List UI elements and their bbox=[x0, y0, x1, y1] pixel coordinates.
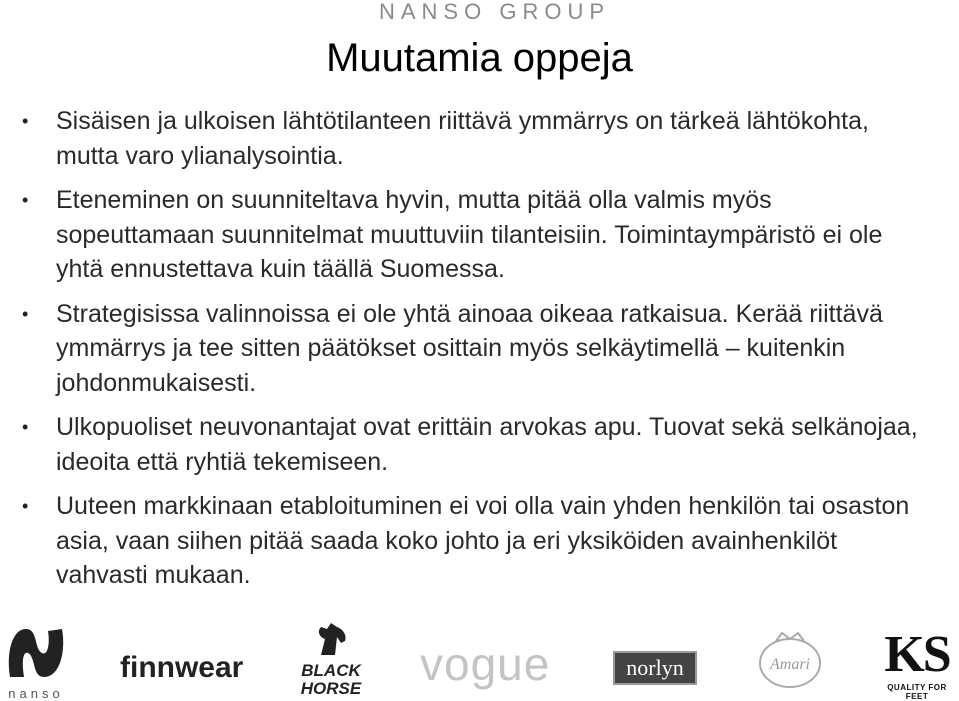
nanso-mark-icon bbox=[4, 623, 68, 683]
vogue-logo: vogue bbox=[420, 638, 551, 690]
bullet-dot-icon: • bbox=[22, 417, 29, 437]
bullet-item bbox=[20, 297, 935, 401]
bullet-item bbox=[20, 489, 935, 593]
bullet-text: Sisäisen ja ulkoisen lähtötilanteen riittävä ymmärrys on tärkeä lähtökohta, mutta varo ylianalysointia. bbox=[56, 107, 869, 170]
ks-logo bbox=[878, 627, 956, 701]
horse-head-icon bbox=[311, 621, 351, 657]
norlyn-wordmark: norlyn bbox=[626, 655, 684, 680]
bullet-dot-icon: • bbox=[22, 303, 29, 324]
bullet-item bbox=[20, 104, 935, 173]
bullet-dot-icon: • bbox=[22, 111, 29, 131]
bullet-item bbox=[20, 410, 935, 479]
ks-tagline: QUALITY FOR FEET bbox=[887, 683, 947, 701]
amari-crest-icon bbox=[752, 629, 828, 693]
amari-wordmark: Amari bbox=[770, 656, 810, 673]
bullet-text: Uuteen markkinaan etabloituminen ei voi olla vain yhden henkilön tai osaston asia, vaan siihen pitää saada koko johto ja eri yksiköiden avainhenkilöt vahvasti mukaan. bbox=[56, 492, 910, 589]
slide-title: Muutamia oppeja bbox=[326, 36, 633, 80]
amari-logo bbox=[752, 629, 828, 693]
bullet-item bbox=[20, 183, 935, 287]
norlyn-logo bbox=[613, 651, 697, 685]
black-horse-logo bbox=[300, 621, 362, 699]
brand-header: NANSO GROUP bbox=[378, 0, 611, 24]
logo-bar bbox=[0, 615, 959, 701]
nanso-logo bbox=[4, 623, 68, 699]
black-horse-line1: BLACK bbox=[301, 661, 361, 680]
bullet-text: Strategisissa valinnoissa ei ole yhtä ainoaa oikeaa ratkaisua. Kerää riittävä ymmärrys ja tee sitten päätökset osittain myös selkäytimellä – kuitenkin johdonmukaisesti. bbox=[56, 299, 883, 397]
bullet-text: Ulkopuoliset neuvonantajat ovat erittäin arvokas apu. Tuovat sekä selkänojaa, ideoita että ryhtiä tekemiseen. bbox=[56, 413, 918, 476]
bullet-text: Eteneminen on suunniteltava hyvin, mutta pitää olla valmis myös sopeuttamaan suunnitelmat muuttuviin tilanteisiin. Toimintaympäristö ei ole yhtä ennustettava kuin täällä Suomessa. bbox=[56, 186, 883, 283]
nanso-wordmark: nanso bbox=[8, 686, 64, 701]
black-horse-line2: HORSE bbox=[300, 679, 362, 698]
bullet-dot-icon: • bbox=[22, 496, 29, 516]
bullet-list bbox=[20, 104, 935, 603]
finnwear-logo: finnwear bbox=[120, 651, 244, 684]
bullet-dot-icon: • bbox=[22, 190, 29, 210]
ks-wordmark: KS bbox=[884, 626, 950, 683]
